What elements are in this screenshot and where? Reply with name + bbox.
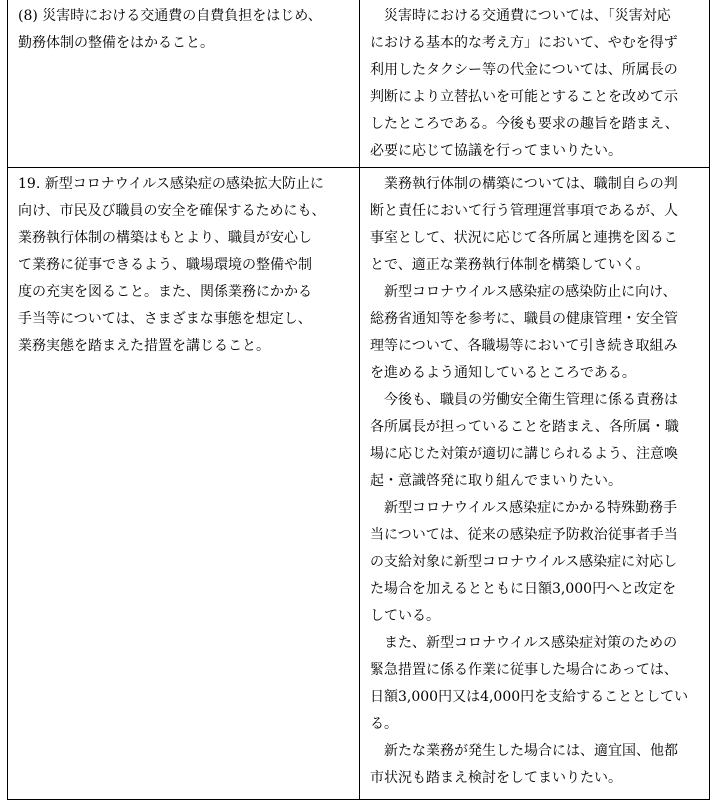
text-line: (8) 災害時における交通費の自費負担をはじめ、: [18, 8, 322, 24]
text-line: また、新型コロナウイルス感染症対策のための: [370, 635, 678, 651]
text-line: 度の充実を図ること。また、関係業務にかかる: [18, 284, 312, 300]
text-line: の支給対象に新型コロナウイルス感染症に対応し: [370, 554, 678, 570]
text-line: 19. 新型コロナウイルス感染症の感染拡大防止に: [18, 176, 324, 192]
text-line: 日額3,000円又は4,000円を支給することとしてい: [370, 689, 689, 705]
text-line: 市状況も踏まえ検討をしてまいりたい。: [370, 770, 622, 786]
text-line: 業務執行体制の構築については、職制自らの判: [370, 176, 678, 192]
text-line: 災害時における交通費については、「災害対応: [370, 8, 671, 24]
text-line: 事室として、状況に応じて各所属と連携を図るこ: [370, 230, 678, 246]
answer-paragraph: [370, 279, 706, 387]
text-line: 断と責任において行う管理運営事項であるが、人: [370, 203, 678, 219]
text-line: て業務に従事できるよう、職場環境の整備や制: [18, 257, 312, 273]
text-line: 新型コロナウイルス感染症にかかる特殊勤務手: [370, 500, 678, 516]
text-line: したところである。今後も要求の趣旨を踏まえ、: [370, 116, 679, 132]
text-line: 向け、市民及び職員の安全を確保するためにも、: [18, 203, 326, 219]
text-line: 勤務体制の整備をはかること。: [18, 35, 214, 51]
answer-paragraph: [370, 495, 706, 630]
text-line: 総務省通知等を参考に、職員の健康管理・安全管: [370, 311, 678, 327]
text-line: 起・意識啓発に取り組んでまいりたい。: [370, 473, 622, 489]
answer-paragraph: [370, 738, 706, 792]
text-line: とで、適正な業務執行体制を構築していく。: [370, 257, 650, 273]
text-line: 利用したタクシー等の代金については、所属長の: [370, 62, 678, 78]
row1-request-cell: [18, 3, 354, 57]
text-line: 手当等については、さまざまな事態を想定し、: [18, 311, 312, 327]
answer-paragraph: [370, 387, 706, 495]
text-line: 新たな業務が発生した場合には、適宜国、他都: [370, 743, 678, 759]
text-line: 当については、従来の感染症予防救治従事者手当: [370, 527, 678, 543]
text-line: を進めるよう通知しているところである。: [370, 365, 636, 381]
text-line: している。: [370, 608, 440, 624]
row-divider: [8, 167, 709, 168]
text-line: 業務実態を踏まえた措置を講じること。: [18, 338, 270, 354]
text-line: における基本的な考え方」において、やむを得ず: [370, 35, 678, 51]
text-line: 緊急措置に係る作業に従事した場合にあっては、: [370, 662, 678, 678]
text-line: 各所属長が担っていることを踏まえ、各所属・職: [370, 419, 679, 435]
text-line: 必要に応じて協議を行ってまいりたい。: [370, 143, 622, 159]
answer-paragraph: [370, 630, 706, 738]
row2-answer-cell: [370, 171, 706, 792]
text-line: 今後も、職員の労働安全衛生管理に係る責務は: [370, 392, 678, 408]
row1-answer-cell: [370, 3, 706, 165]
text-line: 判断により立替払いを可能とすることを改めて示: [370, 89, 678, 105]
row2-request-cell: [18, 171, 354, 360]
text-line: 場に応じた対策が適切に講じられるよう、注意喚: [370, 446, 678, 462]
text-line: た場合を加えるとともに日額3,000円へと改定を: [370, 581, 677, 597]
text-line: 業務執行体制の構築はもとより、職員が安心し: [18, 230, 312, 246]
text-line: る。: [370, 716, 398, 732]
answer-paragraph: [370, 171, 706, 279]
column-divider: [359, 0, 360, 799]
document-table: [7, 0, 710, 800]
text-line: 新型コロナウイルス感染症の感染防止に向け、: [370, 284, 677, 300]
text-line: 理等について、各職場等において引き続き取組み: [370, 338, 678, 354]
